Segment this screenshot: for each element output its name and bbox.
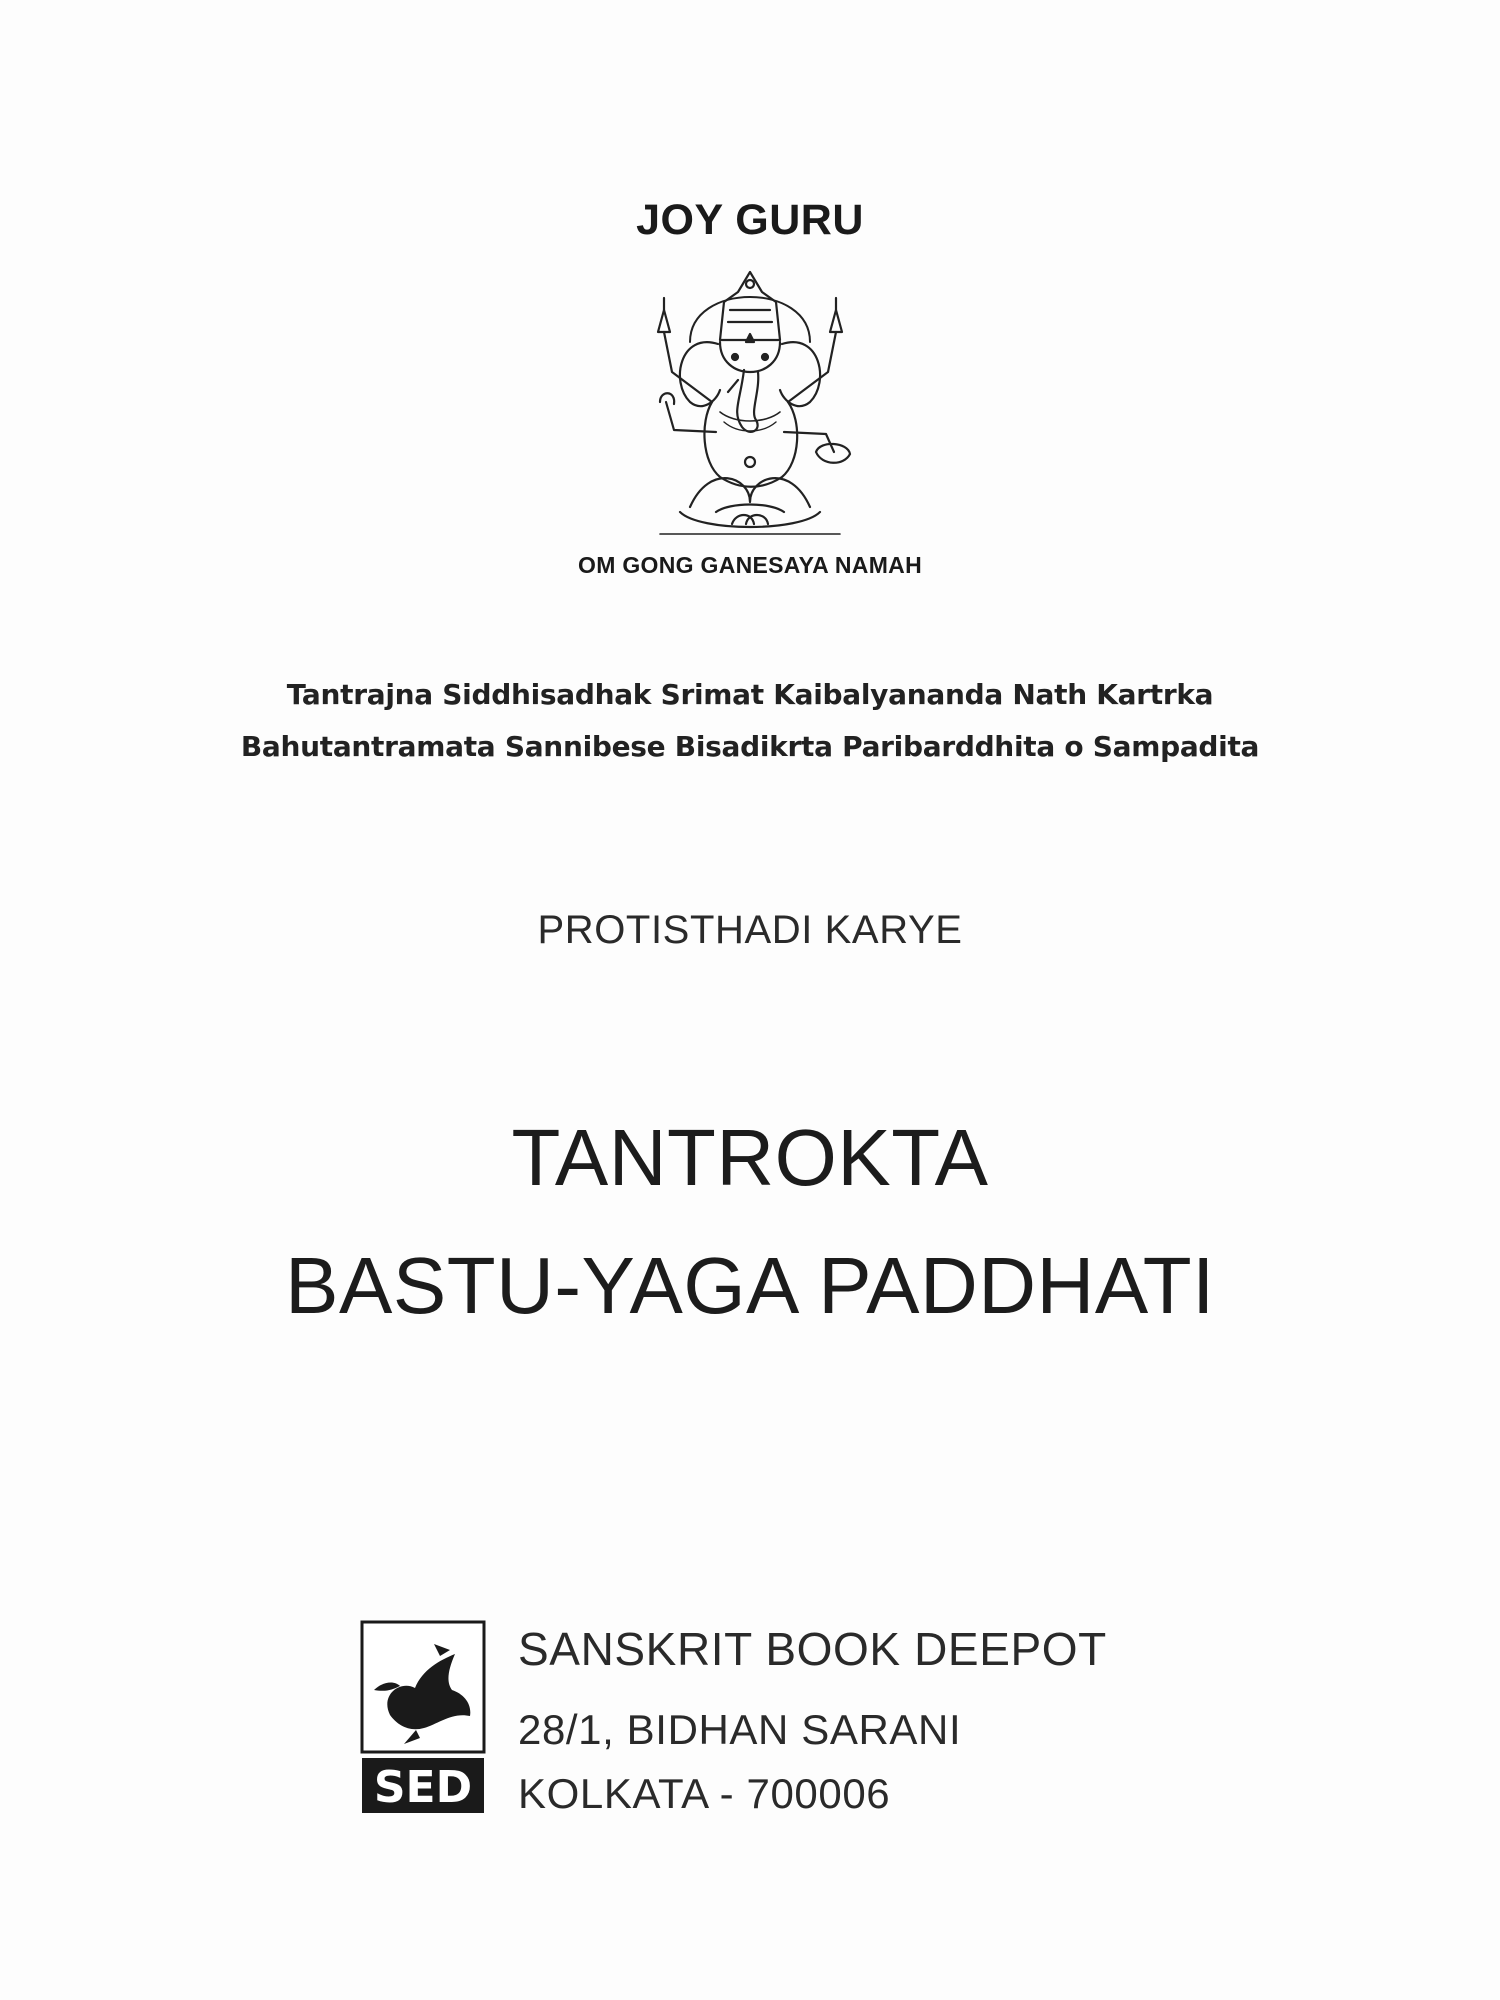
ganesha-mantra: OM GONG GANESAYA NAMAH bbox=[578, 552, 922, 578]
publisher-logo-text: SED bbox=[373, 1762, 473, 1813]
publisher-name: SANSKRIT BOOK DEEPOT bbox=[518, 1623, 1107, 1675]
publisher-address-line-2: KOLKATA - 700006 bbox=[518, 1770, 891, 1817]
occasion-subtitle: PROTISTHADI KARYE bbox=[537, 908, 963, 952]
publisher-address-line-1: 28/1, BIDHAN SARANI bbox=[518, 1706, 962, 1753]
author-byline-line-1: Tantrajna Siddhisadhak Srimat Kaibalyananda Nath Kartrka bbox=[286, 678, 1214, 711]
publisher-logo bbox=[360, 1620, 486, 1815]
book-title-line-2: BASTU-YAGA PADDHATI bbox=[285, 1241, 1215, 1330]
book-title-line-1: TANTROKTA bbox=[511, 1113, 989, 1202]
ganesha-icon bbox=[620, 262, 880, 547]
author-byline-line-2: Bahutantramata Sannibese Bisadikrta Paribarddhita o Sampadita bbox=[240, 730, 1260, 763]
invocation-heading: JOY GURU bbox=[636, 196, 864, 244]
